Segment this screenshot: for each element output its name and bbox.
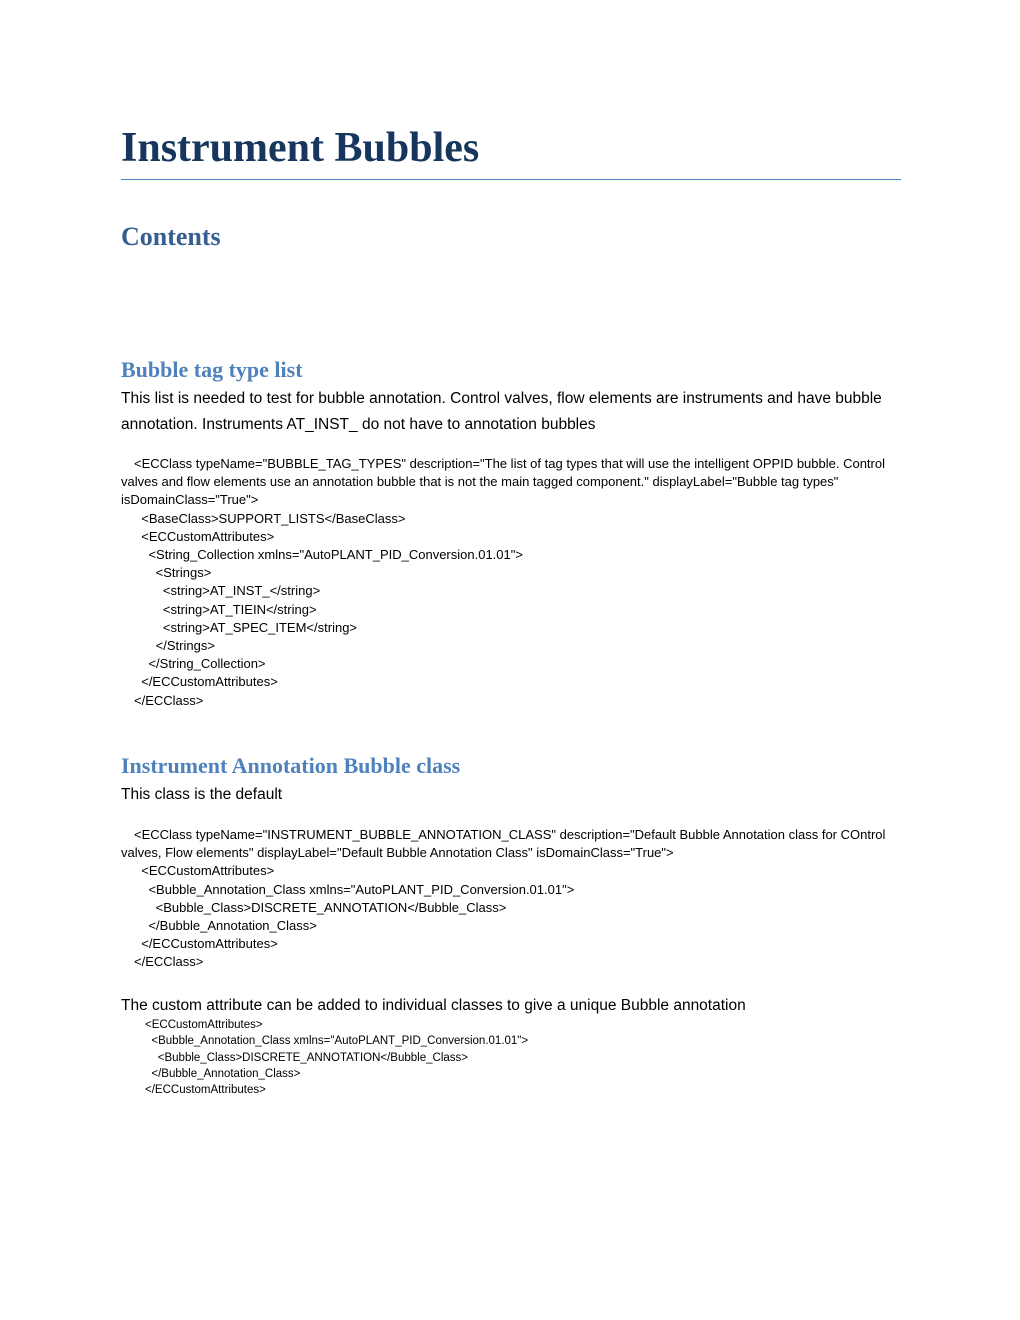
code-line: <ECClass typeName="INSTRUMENT_BUBBLE_ANNOTATION_CLASS" description="Default Bubble Annotation class for COntrol valves, Flow elements" displayLabel="Default Bubble Annotation Class" isDomainClass="True">: [121, 827, 886, 861]
code-line: </ECCustomAttributes>: [134, 936, 278, 952]
code-line: </ECCustomAttributes>: [145, 1084, 266, 1097]
code-line: <string>AT_TIEIN</string>: [134, 601, 317, 617]
code-line: <Bubble_Class>DISCRETE_ANNOTATION</Bubble_Class>: [145, 1051, 468, 1064]
document-title: Instrument Bubbles: [121, 120, 901, 180]
code-line: </ECClass>: [134, 954, 204, 970]
code-line: </Strings>: [134, 638, 215, 654]
code-line: <ECCustomAttributes>: [145, 1019, 263, 1031]
code-line: </ECClass>: [134, 692, 204, 708]
section1-code-block: [121, 455, 906, 710]
code-line: <Bubble_Annotation_Class xmlns="AutoPLANT_PID_Conversion.01.01">: [134, 881, 575, 897]
code-line: <Bubble_Annotation_Class xmlns="AutoPLANT_PID_Conversion.01.01">: [145, 1035, 529, 1048]
code-line: <string>AT_SPEC_ITEM</string>: [134, 619, 358, 635]
code-line: <BaseClass>SUPPORT_LISTS</BaseClass>: [134, 510, 406, 526]
code-line: <String_Collection xmlns="AutoPLANT_PID_Conversion.01.01">: [134, 547, 523, 563]
code-line: <ECCustomAttributes>: [134, 863, 275, 879]
code-line: <Bubble_Class>DISCRETE_ANNOTATION</Bubble_Class>: [134, 899, 507, 915]
code-line: <Strings>: [134, 565, 212, 581]
code-line: </String_Collection>: [134, 656, 266, 672]
section2-paragraph: This class is the default: [121, 786, 283, 803]
code-line: <ECCustomAttributes>: [134, 528, 275, 544]
section2-note: The custom attribute can be added to individual classes to give a unique Bubble annotation: [121, 997, 746, 1014]
code-line: </Bubble_Annotation_Class>: [134, 918, 317, 934]
section2-code-block: [121, 826, 906, 972]
code-line: </Bubble_Annotation_Class>: [145, 1067, 301, 1080]
custom-attribute-code-block: [121, 1017, 901, 1098]
code-line: </ECCustomAttributes>: [134, 674, 278, 690]
code-line: <string>AT_INST_</string>: [134, 583, 321, 599]
section-heading-bubble-tag-type-list: Bubble tag type list: [121, 357, 303, 382]
section-heading-instrument-annotation-bubble-class: Instrument Annotation Bubble class: [121, 753, 461, 778]
section1-paragraph: This list is needed to test for bubble annotation. Control valves, flow elements are instruments and have bubble annotation. Instruments AT_INST_ do not have to annotation bubbles: [121, 390, 882, 433]
code-line: <ECClass typeName="BUBBLE_TAG_TYPES" description="The list of tag types that will use the intelligent OPPID bubble. Control valves and flow elements use an annotation bubble that is not the main tagged component." displayLabel="Bubble tag types" isDomainClass="True">: [121, 456, 885, 508]
contents-heading: Contents: [121, 222, 221, 251]
